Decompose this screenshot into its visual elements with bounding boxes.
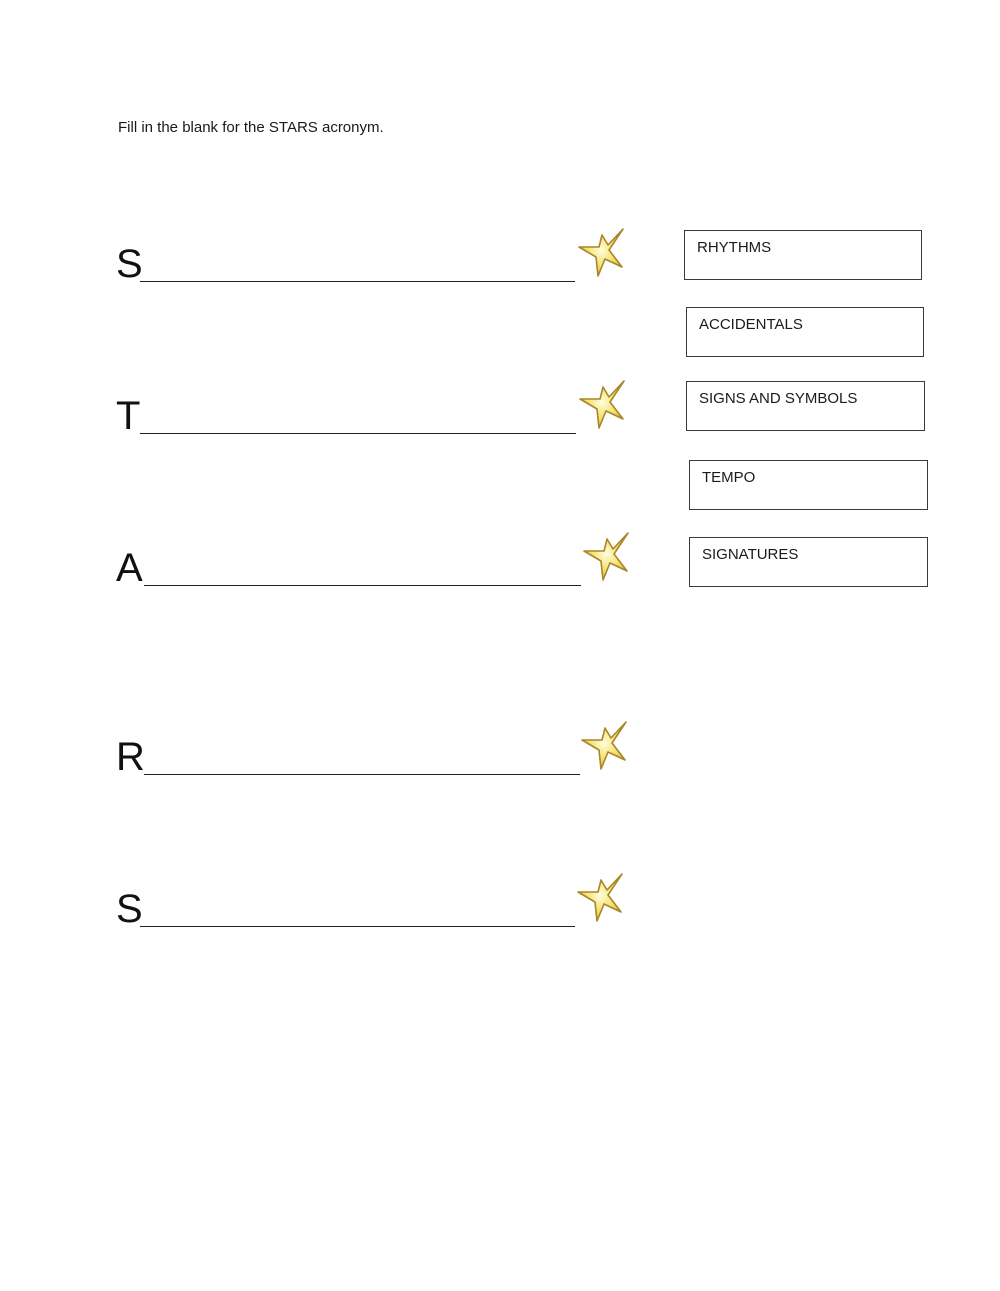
answer-blank[interactable] [144,585,581,586]
answer-blank[interactable] [144,774,580,775]
word-bank-item-tempo[interactable] [689,460,928,510]
word-bank-item-rhythms[interactable] [684,230,922,280]
star-icon [581,530,633,582]
star-icon [577,378,629,430]
word-bank-item-signatures[interactable] [689,537,928,587]
acronym-row-r [116,727,636,777]
answer-blank[interactable] [140,926,575,927]
acronym-letter: R [116,735,145,779]
word-bank-label: TEMPO [702,469,756,486]
answer-blank[interactable] [140,281,575,282]
acronym-row-s1 [116,234,636,284]
word-bank-item-accidentals[interactable] [686,307,924,357]
word-bank-label: ACCIDENTALS [699,316,803,333]
acronym-row-s2 [116,879,636,929]
acronym-row-a [116,538,636,588]
acronym-letter: T [116,394,141,438]
star-icon [575,871,627,923]
word-bank-label: SIGNS AND SYMBOLS [699,390,858,407]
acronym-row-t [116,386,636,436]
star-icon [579,719,631,771]
instruction-text: Fill in the blank for the STARS acronym. [118,119,384,136]
acronym-letter: S [116,887,143,931]
word-bank-label: RHYTHMS [697,239,772,256]
acronym-letter: S [116,242,143,286]
acronym-letter: A [116,546,143,590]
answer-blank[interactable] [140,433,576,434]
star-icon [576,226,628,278]
word-bank-label: SIGNATURES [702,546,799,563]
word-bank-item-signs-and-symbols[interactable] [686,381,925,431]
